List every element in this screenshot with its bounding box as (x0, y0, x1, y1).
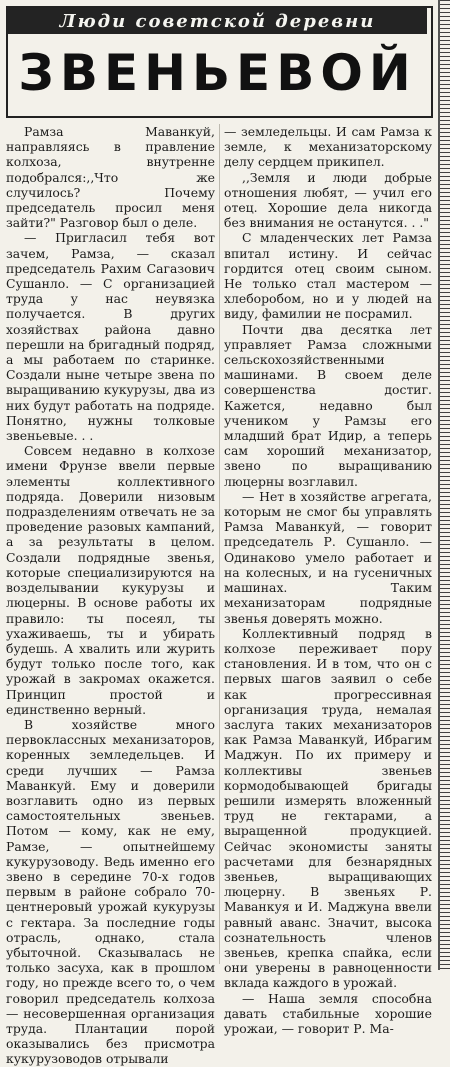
paragraph: — земледельцы. И сам Рамза к земле, к механизаторскому делу сердцем прикипел. (224, 124, 432, 170)
paragraph: Коллективный подряд в колхозе переживает пору становления. И в том, что он с первых шагов заявил о себе как прогрессивная организация труда, немалая заслуга таких механизаторов как Рамза Маванкуй, Ибрагим Маджун. По их примеру и коллективы звеньев кормодобывающей бригады решили измерять вложенный труд не гектарами, а выращенной продукцией. Сейчас экономисты заняты расчетами для безнарядных звеньев, выращивающих люцерну. В звеньях Р. Маванкуя и И. Маджуна ввели равный аванс. Значит, высока сознательность членов звеньев, крепка спайка, если они уверены в равноценности вклада каждого в урожай. (224, 625, 432, 991)
paragraph: Совсем недавно в колхозе имени Фрунзе ввели первые элементы коллективного подряда. Доверили низовым подразделениям отвечать не за проведение разовых кампаний, а за результаты в целом. Создали подрядные звенья, которые специализируются на возделывании кукурузы и люцерны. В основе работы их правило: ты посеял, ты ухаживаешь, ты и убирать будешь. А хвалить или журить будут только после того, как урожай в закромах окажется. Принцип простой и единственно верный. (6, 443, 215, 717)
paragraph: — Наша земля способна давать стабильные хорошие урожаи, — говорит Р. Ма- (224, 990, 432, 1036)
column-divider (219, 124, 220, 964)
scan-edge-ruler (440, 0, 450, 970)
left-column (6, 124, 215, 1067)
paragraph: Рамза Маванкуй, направляясь в правление колхоза, внутренне подобрался:,,Что же случилось? Почему председатель просил меня зайти?" Разговор был о деле. (6, 124, 215, 231)
paragraph: ,,Земля и люди добрые отношения любят, — учил его отец. Хорошие дела никогда без внимания не останутся. . ." (224, 169, 432, 231)
article-headline: ЗВЕНЬЕВОЙ (18, 44, 417, 102)
paragraph: С младенческих лет Рамза впитал истину. И сейчас гордится отец своим сыном. Не только стал мастером — хлеборобом, но и у людей на виду, фамилии не посрамил. (224, 230, 432, 322)
paragraph: В хозяйстве много первоклассных механизаторов, коренных земледельцев. И среди лучших — Рамза Маванкуй. Ему и доверили возглавить одно из первых самостоятельных звеньев. Потом — кому, как не ему, Рамзе, — опытнейшему кукурузоводу. Ведь именно его звено в середине 70-х годов первым в районе собрало 70-центнеровый урожай кукурузы с гектара. За последние годы отрасль, однако, стала убыточной. Сказывалась не только засуха, как в прошлом году, но прежде всего то, о чем говорил председатель колхоза — несовершенная организация труда. Плантации порой оказывались без присмотра кукурузоводов отрывали (6, 716, 215, 1067)
right-column (224, 124, 432, 1036)
paragraph: — Пригласил тебя вот зачем, Рамза, — сказал председатель Рахим Сагазович Сушанло. — С организацией труда у нас неувязка получается. В других хозяйствах района давно перешли на бригадный подряд, а мы работаем по старинке. Создали ныне четыре звена по выращиванию кукурузы, два из них будут работать на подряде. Понятно, нужны толковые звеньевые. . . (6, 230, 215, 444)
paragraph: — Нет в хозяйстве агрегата, которым не смог бы управлять Рамза Маванкуй, — говорит председатель Р. Сушанло. — Одинаково умело работает и на колесных, и на гусеничных машинах. Таким механизаторам подрядные звенья доверять можно. (224, 488, 432, 626)
rubric-title: Люди советской деревни (59, 10, 376, 32)
paragraph: Почти два десятка лет управляет Рамза сложными сельскохозяйственными машинами. В своем деле совершенства достиг. Кажется, недавно был учеником у Рамзы его младший брат Идир, а теперь сам хороший механизатор, звено по выращиванию люцерны возглавил. (224, 321, 432, 489)
